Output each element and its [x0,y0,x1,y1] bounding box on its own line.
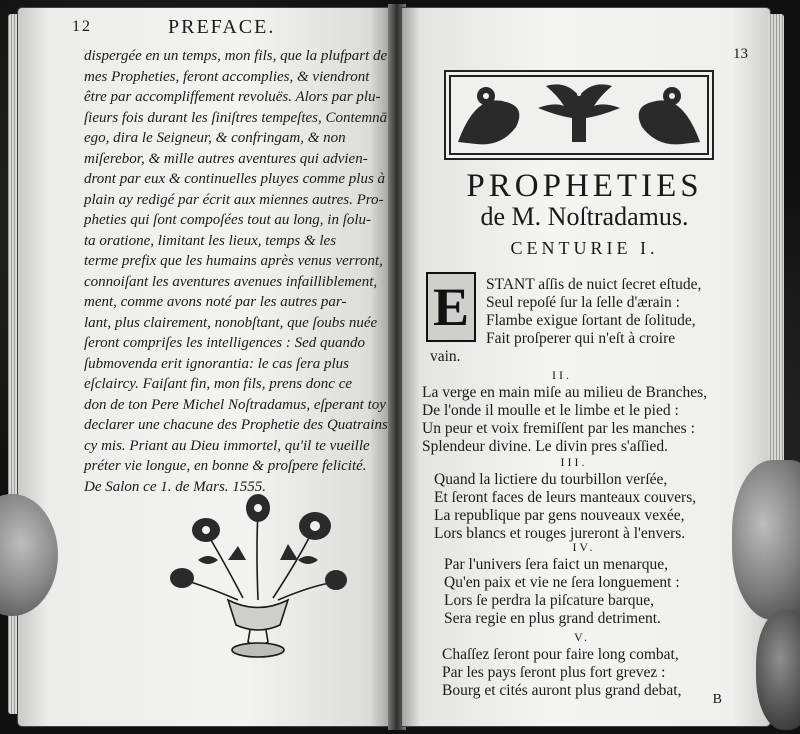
preface-line: De Salon ce 1. de Mars. 1555. [84,478,267,495]
right-page [402,8,770,726]
decorative-banner-woodcut [444,70,714,160]
preface-line: cy mis. Priant au Dieu immortel, qu'il te vueille [84,437,370,454]
preface-line: lant, plus clairement, nonobſtant, que ſoubs nuée [84,314,378,331]
verse-line: Bourg et cités auront plus grand debat, [442,682,682,699]
preface-line: miſerebor, & mille autres aventures qui advien- [84,150,368,167]
verse-line: Quand la lictiere du tourbillon verſée, [434,471,668,488]
preface-text [84,46,388,497]
quatrain-number: III. [560,455,588,469]
right-page-number: 13 [733,46,748,62]
quatrain-number: II. [552,368,572,382]
preface-line: declarer une chacune des Prophetie des Quatrains [84,417,388,433]
flower-vase-ornament [168,490,348,665]
preface-line: dispergée en un temps, mon fils, que la plufpart de [84,48,388,64]
verse-line: Chaſſez ſeront pour faire long combat, [442,646,679,663]
preface-line: eſclaircy. Faiſant fin, mon fils, prens donc ce [84,376,353,392]
quatrain-1 [430,276,770,366]
verse-line: Qu'en paix et vie ne ſera longuement : [444,574,680,591]
verse-line: De l'onde il moulle et le limbe et le pied : [422,402,679,419]
preface-line: être par accompliffement revoluës. Alors par plu- [84,89,381,105]
verse-line: Lors blancs et rouges jureront à l'envers. [434,525,686,542]
left-page-number: 12 [72,18,92,35]
verse-line: Sera regie en plus grand detriment. [444,610,661,627]
verse-line: Seul repoſé ſur la ſelle d'ærain : [486,294,680,311]
preface-line: ſieurs fois durant les ſiniſtres tempeſtes, Contemnā [84,109,388,126]
verse-line: Fait proſperer qui n'eſt à croire [486,330,676,347]
preface-line: ta oratione, limitant les lieux, temps & les [84,232,337,249]
verse-line: Et ſeront faces de leurs manteaux couvers, [434,489,697,506]
verse-line: Par les pays ſeront plus fort grevez : [442,664,666,681]
preface-line: pheties qui ſont compoſées tout au long, in ſolu- [84,212,372,228]
quatrain-5 [442,628,770,700]
right-finger-lower [756,610,800,730]
running-head: PREFACE. [168,16,276,38]
preface-line: ment, comme avons noté par les autres par- [84,294,347,310]
quatrain-3 [434,453,770,543]
preface-line: plain ay redigé par écrit aux miennes autres. Pro- [84,191,384,208]
verse-line: STANT aſſis de nuict ſecret eſtude, [486,276,702,293]
quatrain-number: IV. [572,540,596,554]
preface-line: préter vie longue, en bonne & proſpere felicité. [84,458,367,474]
quatrain-4 [444,538,770,628]
right-finger [732,460,800,620]
preface-line: terme prefix que les humains après venus verront, [84,253,383,269]
ornamental-initial: E [426,272,476,342]
open-book [18,4,786,730]
quatrain-number: V. [573,630,591,644]
preface-line: ſubmovenda erit ignorantia: le cas ſera plus [84,355,349,372]
preface-line: dront par eux & continuelles pluyes comme plus à [84,171,386,187]
quatrain-2 [422,366,762,456]
verse-line: Lors ſe perdra la piſcature barque, [444,592,655,609]
preface-line: mes Propheties, feront accomplies, & viendront [84,68,370,85]
century-heading: CENTURIE I. [510,238,659,258]
preface-line: ſeront compriſes les intelligences : Sed quando [84,335,366,351]
verse-line: La republique par gens nouveaux vexée, [434,507,685,524]
verse-line: Un peur et voix fremiſſent par les manches : [422,420,695,437]
signature-mark: B [712,692,722,707]
verse-line: Par l'univers ſera faict un menarque, [444,556,669,573]
prophecies-title: PROPHETIES [466,168,703,204]
preface-line: ego, dira le Seigneur, & confringam, & non [84,130,346,146]
verse-line: vain. [430,348,461,365]
verse-line: La verge en main miſe au milieu de Branches, [422,384,708,401]
preface-line: don de ton Pere Michel Noſtradamus, eſperant toy [84,396,386,413]
author-title: de M. Noſtradamus. [480,202,689,231]
preface-line: connoiſant les aventures avenues infailliblement, [84,273,378,290]
verse-line: Flambe exigue ſortant de ſolitude, [486,312,696,329]
left-page [18,8,392,726]
verse-line: Splendeur divine. Le divin pres s'aſſied. [422,438,669,455]
